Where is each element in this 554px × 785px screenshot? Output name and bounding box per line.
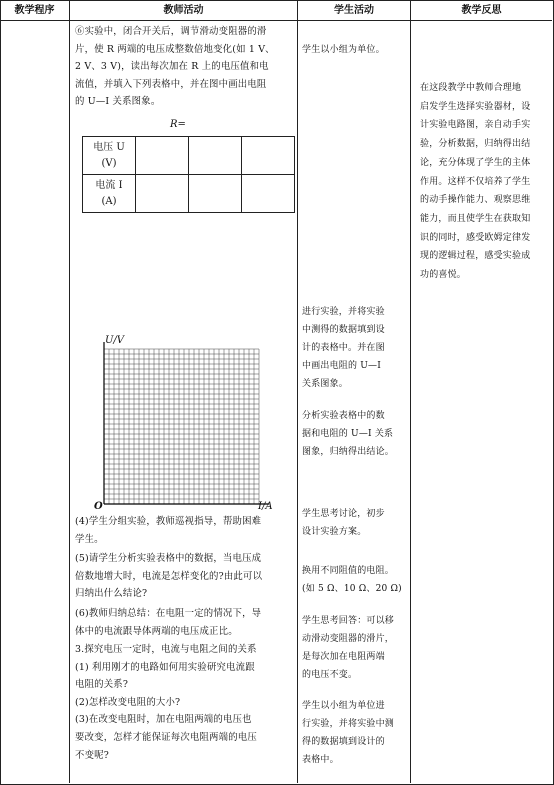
teacher-item-5: (5)请学生分析实验表格中的数据，当电压成 倍数地增大时，电流是怎样变化的?由此可以 归纳出什么结论? <box>75 553 263 600</box>
resistance-label: R= <box>170 119 186 130</box>
graph-x-label: I/A <box>258 501 273 512</box>
header-divider <box>0 20 552 21</box>
column-divider <box>410 0 411 783</box>
student-activity-5: 换用不同阻值的电阻。 (如 5 Ω、10 Ω、20 Ω) <box>302 566 402 594</box>
student-activity-6: 学生思考回答：可以移 动滑动变阻器的滑片， 是每次加在电阻两端 的电压不变。 <box>302 616 395 680</box>
row-header-voltage: 电压 U (V) <box>83 137 136 175</box>
table-cell <box>189 175 242 213</box>
table-cell <box>242 175 295 213</box>
student-activity-7: 学生以小组为单位进 行实验，并将实验中测 得的数据填到设计的 表格中。 <box>302 701 395 765</box>
student-activity-4: 学生思考讨论，初步 设计实验方案。 <box>302 509 385 537</box>
teacher-item-6: (6)教师归纳总结：在电阻一定的情况下，导 体中的电流跟导体两端的电压成正比。 <box>75 608 262 637</box>
table-cell <box>136 137 189 175</box>
header-reflection: 教学反思 <box>461 5 502 16</box>
table-row <box>83 175 295 213</box>
table-cell <box>136 175 189 213</box>
teaching-reflection: 在这段教学中教师合理地 启发学生选择实验器材，设 计实验电路图，亲自动手实 验，分析数据，归纳得出结 论，充分体现了学生的主体 作用。这样不仅培养了学生 的动手操作能力、观察思维 能力，而且使学生在获取知 识的同时，感受欧姆定律发 现的逻辑过程，感受实验成 功的喜悦。 <box>420 83 531 281</box>
teacher-item-4: (4)学生分组实验，教师巡视指导，帮助困难 学生。 <box>75 516 262 545</box>
teacher-step-6: ⑥实验中，闭合开关后，调节滑动变阻器的滑 片，使 R 两端的电压成整数倍地变化(如 1 V、 2 V、3 V)，读出每次加在 R 上的电压值和电 流值，并填入下列表格中，并在图中画出电阻 的 U—I 关系图象。 <box>75 26 275 108</box>
data-table <box>82 136 295 213</box>
graph-origin: O <box>94 501 103 512</box>
table-cell <box>189 137 242 175</box>
header-program: 教学程序 <box>14 5 55 16</box>
graph-y-label: U/V <box>105 335 125 346</box>
column-divider <box>297 0 298 783</box>
student-activity-3: 分析实验表格中的数 据和电阻的 U—I 关系 图象，归纳得出结论。 <box>302 411 395 457</box>
student-activity-1: 学生以小组为单位。 <box>302 45 385 55</box>
table-cell <box>242 137 295 175</box>
student-activity-2: 进行实验，并将实验 中测得的数据填到设 计的表格中。并在图 中画出电阻的 U—I 关系图象。 <box>302 307 385 389</box>
header-student: 学生活动 <box>334 5 374 16</box>
column-divider <box>69 0 70 783</box>
ui-graph-grid <box>95 342 280 507</box>
row-header-current: 电流 I (A) <box>83 175 136 213</box>
table-row <box>83 137 295 175</box>
header-teacher: 教师活动 <box>163 5 204 16</box>
teacher-item-3: 3.探究电压一定时，电流与电阻之间的关系 (1) 利用刚才的电路如何用实验研究电流跟 电阻的关系? (2)怎样改变电阻的大小? (3)在改变电阻时，加在电阻两端的电压也 要改变，怎样才能保证每次电阻两端的电压 不变呢? <box>75 644 257 761</box>
